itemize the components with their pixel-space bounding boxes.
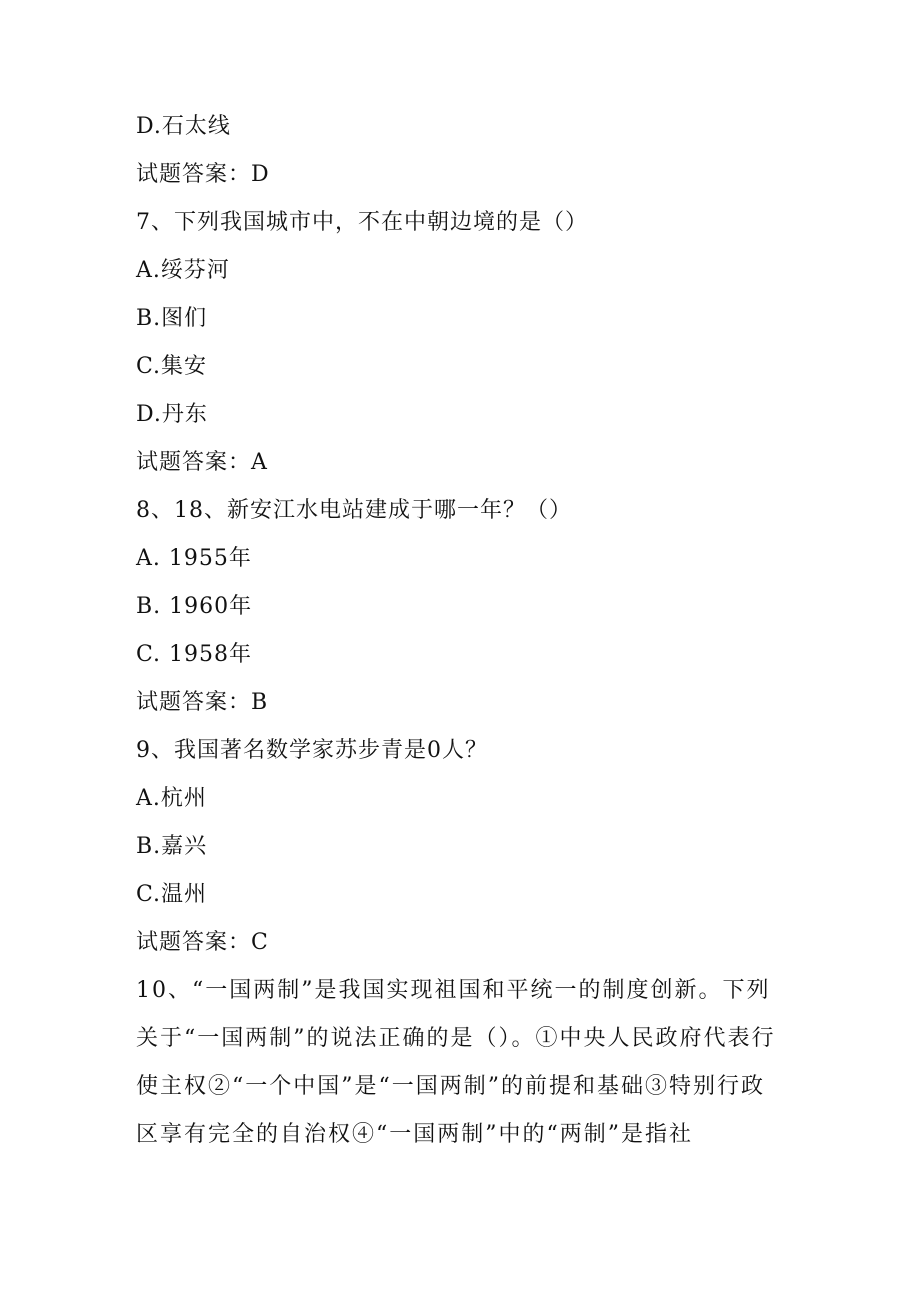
q7-option-d: D.丹东 [136,402,208,427]
q7-option-b: B.图们 [136,306,208,331]
q9-option-b: B.嘉兴 [136,834,208,859]
q8-question: 8、18、新安江水电站建成于哪一年？（） [136,498,572,523]
q7-option-c: C.集安 [136,354,208,379]
q6-option-d: D.石太线 [136,114,231,139]
q8-answer: 试题答案：B [136,690,269,715]
q10-question: 10、“一国两制”是我国实现祖国和平统一的制度创新。下列关于“一国两制”的说法正确的是（）。①中央人民政府代表行使主权②“一个中国”是“一国两制”的前提和基础③特别行政区享有完全的自治权④“一国两制”中的“两制”是指社 [136,978,776,1147]
q8-option-c: C. 1958年 [136,642,253,667]
q9-option-c: C.温州 [136,882,208,907]
q7-option-a: A.绥芬河 [136,258,230,283]
q7-question: 7、下列我国城市中，不在中朝边境的是（） [136,210,588,235]
q9-question: 9、我国著名数学家苏步青是0人？ [136,738,488,763]
q6-answer: 试题答案：D [136,162,270,187]
q9-option-a: A.杭州 [136,786,207,811]
q9-answer: 试题答案：C [136,930,269,955]
q8-option-b: B. 1960年 [136,594,253,619]
q8-option-a: A. 1955年 [136,546,252,571]
q7-answer: 试题答案：A [136,450,268,475]
